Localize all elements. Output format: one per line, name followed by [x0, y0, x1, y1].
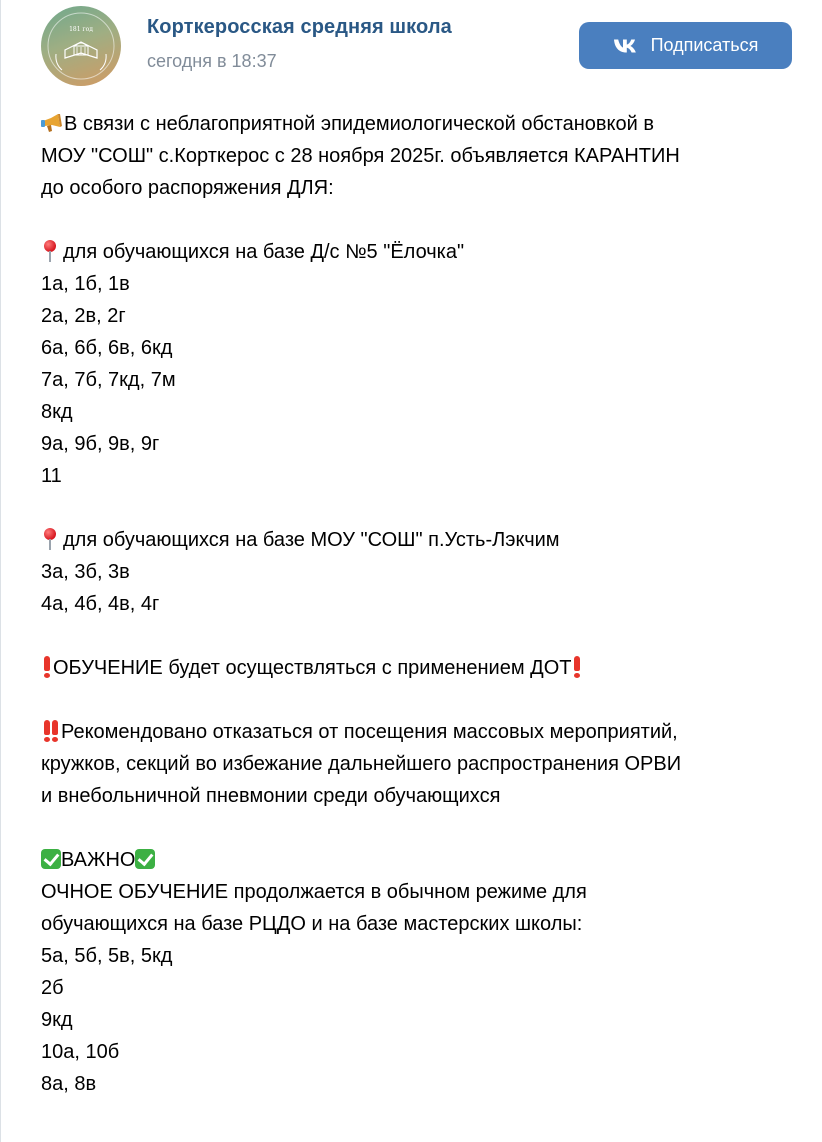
- svg-text:181 год: 181 год: [69, 26, 93, 33]
- blank-line: [41, 492, 811, 524]
- exclamation-icon: [43, 656, 51, 678]
- class-list-item: 11: [41, 465, 62, 487]
- double-exclamation-icon: [51, 720, 59, 742]
- class-list-item: 9а, 9б, 9в, 9г: [41, 433, 160, 455]
- section-title: для обучающихся на базе Д/с №5 "Ёлочка": [41, 236, 811, 268]
- blank-line: [41, 812, 811, 844]
- school-emblem-icon: [41, 6, 121, 86]
- blank-line: [41, 620, 811, 652]
- intro-line: до особого распоряжения ДЛЯ:: [41, 177, 334, 199]
- class-list-item: 5а, 5б, 5в, 5кд: [41, 945, 173, 967]
- section-title: для обучающихся на базе МОУ "СОШ" п.Усть-Лэкчим: [41, 524, 811, 556]
- important-text-line: ОЧНОЕ ОБУЧЕНИЕ продолжается в обычном режиме для: [41, 881, 587, 903]
- class-list-item: 2а, 2в, 2г: [41, 305, 126, 327]
- blank-line: [41, 684, 811, 716]
- post-date-link[interactable]: сегодня в 18:37: [147, 51, 277, 71]
- subscribe-label: Подписаться: [650, 35, 759, 55]
- class-list-item: 10а, 10б: [41, 1041, 120, 1063]
- round-pushpin-icon: [41, 240, 59, 262]
- recommendation-line: и внебольничной пневмонии среди обучающихся: [41, 785, 501, 807]
- class-list-item: 3а, 3б, 3в: [41, 561, 130, 583]
- check-mark-button-icon: [135, 849, 155, 869]
- blank-line: [41, 204, 811, 236]
- check-mark-button-icon: [41, 849, 61, 869]
- subscribe-button[interactable]: [579, 22, 792, 69]
- class-list-item: 9кд: [41, 1009, 73, 1031]
- dot-notice: ОБУЧЕНИЕ будет осуществляться с применением ДОТ: [41, 652, 811, 684]
- exclamation-icon: [573, 656, 581, 678]
- intro-line: В связи с неблагоприятной эпидемиологической обстановкой в: [41, 108, 811, 140]
- class-list-item: 8а, 8в: [41, 1073, 97, 1095]
- intro-line: МОУ "СОШ" с.Корткерос с 28 ноября 2025г. объявляется КАРАНТИН: [41, 145, 680, 167]
- post-header: [1, 0, 822, 100]
- post-text: [41, 108, 811, 1100]
- double-exclamation-icon: [43, 720, 51, 742]
- class-list-item: 8кд: [41, 401, 73, 423]
- megaphone-icon: [41, 111, 63, 143]
- community-name-link[interactable]: Корткеросская средняя школа: [147, 16, 452, 38]
- important-text-line: обучающихся на базе РЦДО и на базе мастерских школы:: [41, 913, 583, 935]
- class-list-item: 4а, 4б, 4в, 4г: [41, 593, 160, 615]
- class-list-item: 1а, 1б, 1в: [41, 273, 130, 295]
- class-list-item: 2б: [41, 977, 64, 999]
- community-avatar[interactable]: [41, 6, 121, 86]
- important-title: ВАЖНО: [41, 844, 811, 876]
- class-list-item: 7а, 7б, 7кд, 7м: [41, 369, 176, 391]
- recommendation-line: кружков, секций во избежание дальнейшего распространения ОРВИ: [41, 753, 682, 775]
- class-list-item: 6а, 6б, 6в, 6кд: [41, 337, 173, 359]
- round-pushpin-icon: [41, 528, 59, 550]
- recommendation-line: Рекомендовано отказаться от посещения массовых мероприятий,: [41, 716, 811, 748]
- vk-logo-icon: [613, 38, 639, 54]
